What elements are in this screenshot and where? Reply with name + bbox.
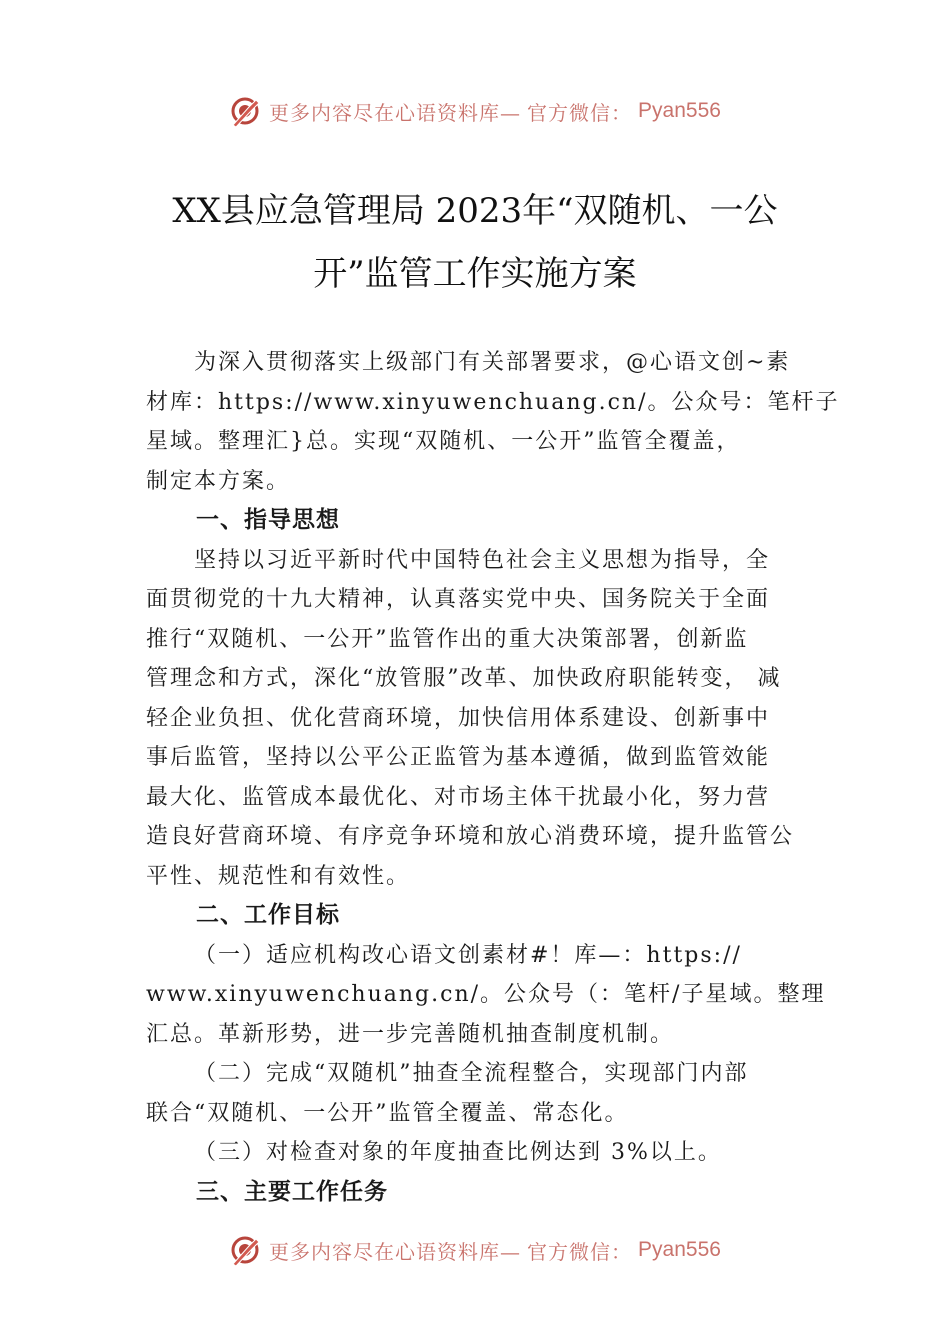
paragraph-line: 造良好营商环境、有序竞争环境和放心消费环境，提升监管公 bbox=[146, 824, 795, 849]
paragraph-line: 制定本方案。 bbox=[146, 468, 291, 494]
paragraph-line: 联合“双随机、一公开”监管全覆盖、常态化。 bbox=[146, 1100, 629, 1126]
document-title-line-1: XX县应急管理局 2023年“双随机、一公 bbox=[172, 191, 778, 231]
paragraph-line: 管理念和方式，深化“放管服”改革、加快政府职能转变， 减 bbox=[146, 666, 782, 691]
document-title-line-2: 开”监管工作实施方案 bbox=[313, 254, 637, 294]
document-body bbox=[146, 343, 840, 1212]
watermark-banner-bottom bbox=[0, 1233, 950, 1273]
section-heading: 三、主要工作任务 bbox=[196, 1178, 388, 1205]
paragraph-line: 事后监管，坚持以公平公正监管为基本遵循，做到监管效能 bbox=[146, 745, 771, 770]
paragraph-line: （二）完成“双随机”抽查全流程整合，实现部门内部 bbox=[194, 1061, 749, 1086]
paragraph-line: 最大化、监管成本最优化、对市场主体干扰最小化，努力营 bbox=[146, 784, 771, 810]
paragraph-line: （一）适应机构改心语文创素材#！库—：https:// bbox=[194, 942, 742, 968]
watermark-banner-top bbox=[0, 94, 950, 134]
banner-wechat-label: 官方微信： bbox=[527, 1239, 633, 1264]
paragraph-line: 星域。整理汇}总。实现“双随机、一公开”监管全覆盖， bbox=[146, 429, 741, 454]
banner-wechat-label: 官方微信： bbox=[527, 100, 633, 125]
paragraph-line: 面贯彻党的十九大精神，认真落实党中央、国务院关于全面 bbox=[146, 587, 771, 612]
banner-text: 更多内容尽在心语资料库— bbox=[269, 1239, 522, 1264]
paragraph-line: 材库：https://www.xinyuwenchuang.cn/。公众号：笔杆子 bbox=[146, 389, 840, 415]
paragraph-line: 为深入贯彻落实上级部门有关部署要求，@心语文创~素 bbox=[194, 350, 791, 375]
paragraph-line: www.xinyuwenchuang.cn/。公众号（：笔杆/子星域。整理 bbox=[146, 982, 826, 1007]
paragraph-line: 坚持以习近平新时代中国特色社会主义思想为指导，全 bbox=[194, 547, 771, 573]
pen-logo-icon bbox=[229, 1233, 263, 1267]
section-heading: 二、工作目标 bbox=[196, 902, 340, 928]
paragraph-line: 推行“双随机、一公开”监管作出的重大决策部署，创新监 bbox=[146, 626, 749, 652]
paragraph-line: 汇总。革新形势，进一步完善随机抽查制度机制。 bbox=[146, 1021, 675, 1047]
paragraph-line: 轻企业负担、优化营商环境，加快信用体系建设、创新事中 bbox=[146, 705, 771, 731]
paragraph-line: （三）对检查对象的年度抽查比例达到 3%以上。 bbox=[194, 1140, 722, 1165]
pen-logo-icon bbox=[229, 94, 263, 128]
banner-handle: Pyan556 bbox=[638, 1238, 721, 1261]
paragraph-line: 平性、规范性和有效性。 bbox=[146, 863, 411, 889]
section-heading: 一、指导思想 bbox=[196, 507, 340, 533]
banner-handle: Pyan556 bbox=[638, 99, 721, 122]
banner-text: 更多内容尽在心语资料库— bbox=[269, 100, 522, 125]
